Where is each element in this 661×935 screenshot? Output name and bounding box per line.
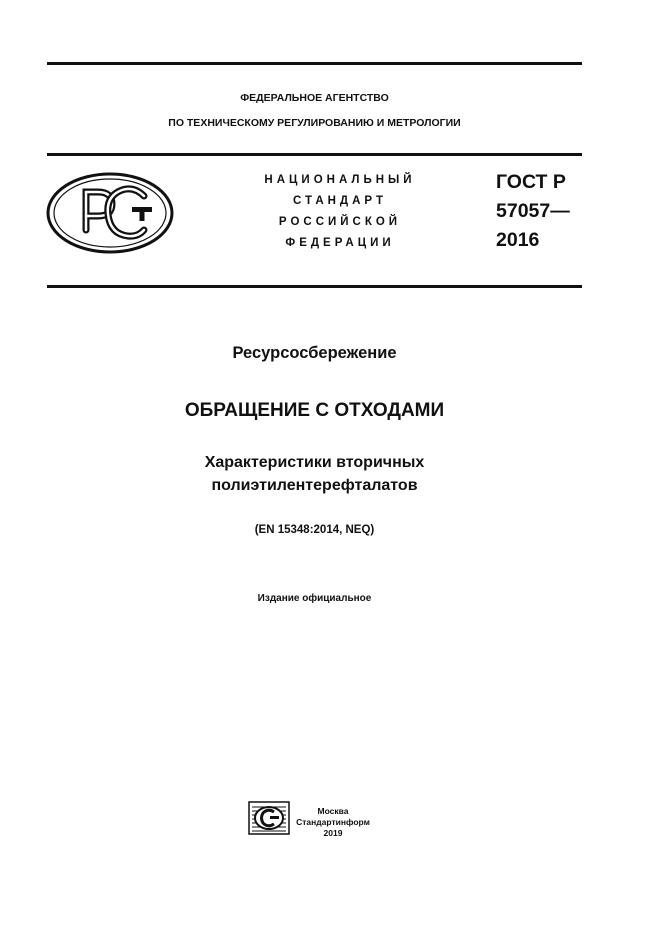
publisher-city: Москва	[317, 806, 349, 816]
category-title: Ресурсосбережение	[232, 344, 397, 362]
gost-line-2: 57057—	[496, 200, 570, 222]
edition-label: Издание официальное	[257, 593, 372, 604]
agency-line-2: ПО ТЕХНИЧЕСКОМУ РЕГУЛИРОВАНИЮ И МЕТРОЛОГИИ	[168, 117, 461, 129]
reference-standard: (EN 15348:2014, NEQ)	[254, 524, 375, 536]
standard-line-2: СТАНДАРТ	[293, 195, 387, 207]
standard-line-1: НАЦИОНАЛЬНЫЙ	[264, 174, 416, 186]
standard-line-4: ФЕДЕРАЦИИ	[285, 237, 395, 249]
standard-line-3: РОССИЙСКОЙ	[278, 216, 402, 228]
gost-line-1: ГОСТ Р	[496, 171, 566, 193]
gost-line-3: 2016	[496, 229, 540, 251]
publisher-info	[296, 806, 370, 839]
rst-logo-icon	[46, 172, 174, 259]
header-rule	[47, 153, 582, 156]
agency-line-1: ФЕДЕРАЛЬНОЕ АГЕНТСТВО	[240, 92, 389, 104]
publisher-name: Стандартинформ	[296, 817, 370, 827]
standard-designation	[240, 170, 440, 254]
gost-number	[496, 168, 570, 255]
standartinform-logo-icon	[248, 801, 290, 840]
top-rule	[47, 62, 582, 65]
subtitle-line-2: полиэтилентерефталатов	[211, 477, 418, 494]
main-title: ОБРАЩЕНИЕ С ОТХОДАМИ	[184, 400, 445, 421]
subtitle-line-1: Характеристики вторичных	[204, 454, 425, 471]
publication-year: 2019	[323, 828, 343, 838]
section-rule	[47, 285, 582, 288]
